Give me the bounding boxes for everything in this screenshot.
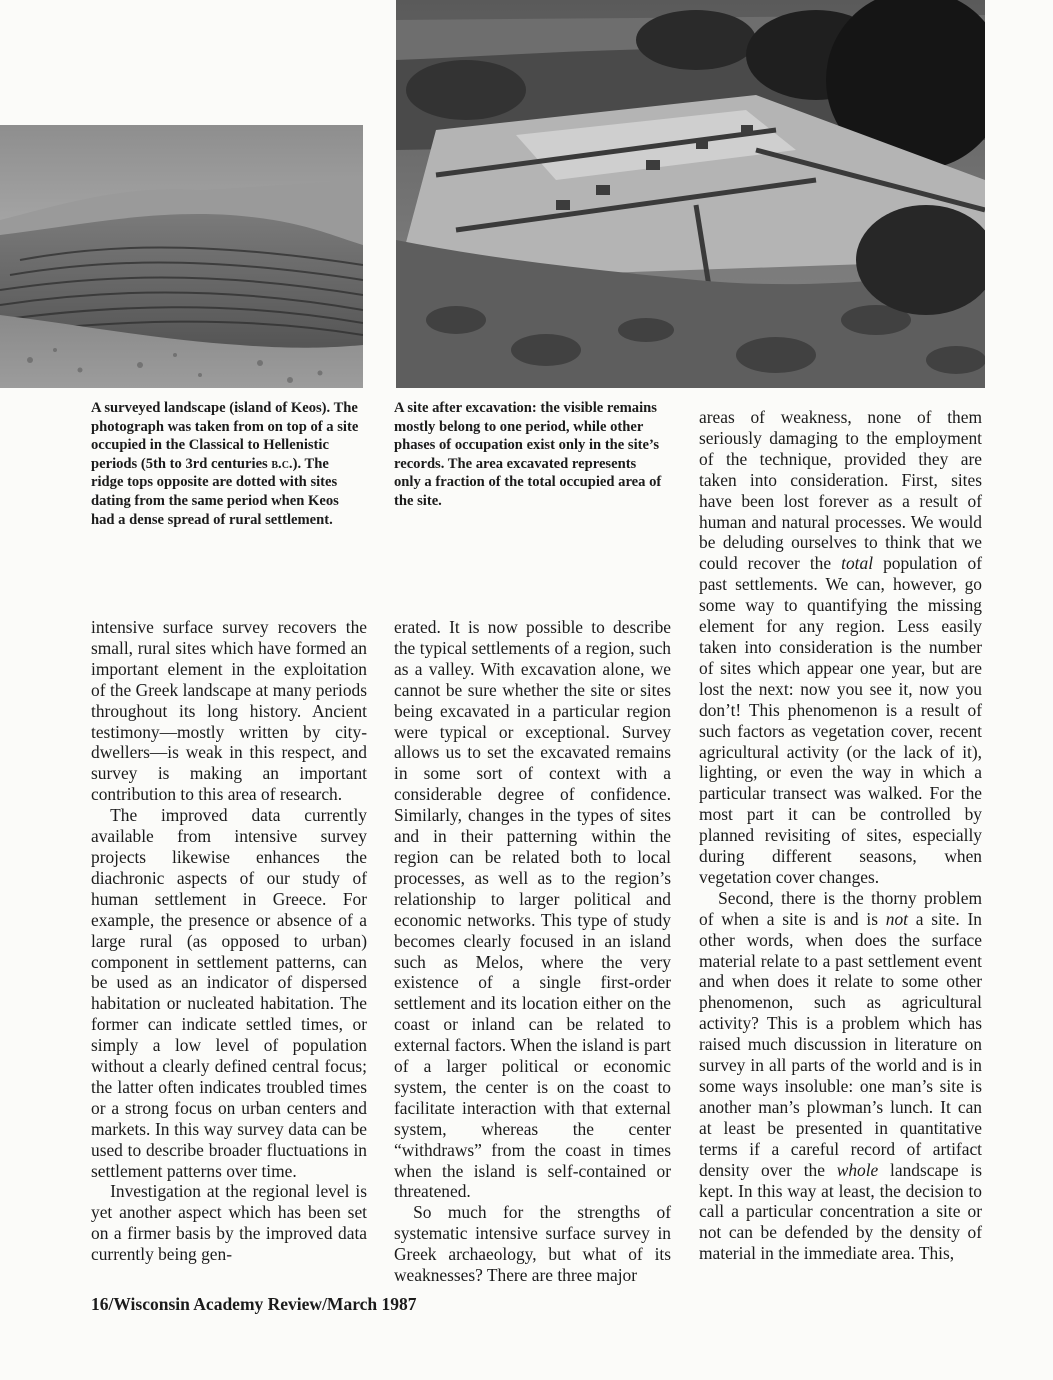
landscape-caption: A surveyed landscape (island of Keos). The photograph was taken from on top of a site occupied in the Classical to Hellenistic periods (5th to 3rd centuries b.c.). The ridge tops opposite are dotted with sites dating from the same period when Keos had a dense spread of rural settlement.	[91, 400, 359, 528]
excavation-photo-icon	[396, 0, 985, 388]
landscape-photo-icon	[0, 125, 363, 388]
era-abbreviation: b.c.	[271, 455, 293, 472]
paragraph: So much for the strengths of systematic intensive surface survey in Greek archaeology, but what of its weaknesses? There are three major	[394, 1202, 671, 1286]
landscape-photo	[0, 125, 363, 388]
excavation-caption: A site after excavation: the visible remains mostly belong to one period, while other phases of occupation exist only in the site’s records. The area excavated represents only a fraction of the total occupied area of the site.	[394, 400, 662, 509]
paragraph: areas of weakness, none of them seriously damaging to the employment of the technique, provided they are taken into consideration. First, sites have been lost forever as a result of human and natural processes. We would be deluding ourselves to think that we could recover the total population of past settlements. We can, however, go some way to quantifying the missing element for any region. Less easily taken into consideration is the number of sites which appear one year, but are lost the next: now you see it, now you don’t! This phenomenon is a result of such factors as vegetation cover, recent agricultural activity (or the lack of it), lighting, or even the way in which a particular transect was walked. For the most part it can be controlled by planned revisiting of sites, especially during different seasons, when vegetation cover changes.	[699, 407, 982, 887]
paragraph: Second, there is the thorny problem of when a site is and is not a site. In other words, when does the surface material relate to a past settlement event and when does it relate to some other phenomenon, such as agricultural activity? This is a problem which has raised much discussion in literature on survey in all parts of the world and is in some ways insoluble: one man’s site is another man’s plowman’s lunch. It can at least be presented in quantitative terms if a careful record of artifact density over the whole landscape is kept. In this way at least, the decision to call a particular concentration a site or not can be defended by the density of material in the immediate area. This,	[699, 887, 983, 1264]
text-column-1	[91, 617, 367, 1265]
paragraph: The improved data currently available from intensive survey projects likewise enhances the diachronic aspects of our study of human settlement in Greece. For example, the presence or absence of a large rural (as opposed to urban) component in settlement patterns, can be used as an indicator of dispersed habitation or nucleated habitation. The former can indicate settled times, or simply a low level of population without a clearly defined central focus; the latter often indicates troubled times or a strong focus on urban centers and markets. In this way survey data can be used to describe broader fluctuations in settlement patterns over time.	[91, 805, 367, 1181]
paragraph: erated. It is now possible to describe the typical settlements of a region, such as a valley. With excavation alone, we cannot be sure whether the site or sites being excavated in a particular region were typical or exceptional. Survey allows us to set the excavated remains in some sort of context with a considerable degree of confidence. Similarly, changes in the types of sites and in their patterning within the region can be related both to local processes, as well as to the region’s relationship to larger political and economic networks. This type of study becomes clearly focused in an island such as Melos, where the very existence of a single first-order settlement and its location either on the coast or inland can be related to external factors. When the island is part of a larger political or economic system, the center is on the coast to facilitate interaction with that external system, whereas the center “withdraws” from the coast in times when the island is self-contained or threatened.	[394, 617, 671, 1202]
page-footer: 16/Wisconsin Academy Review/March 1987	[91, 1294, 417, 1314]
paragraph: intensive surface survey recovers the small, rural sites which have formed an important element in the exploitation of the Greek landscape at many periods throughout its long history. Ancient testimony—mostly written by city-dwellers—is weak in this respect, and survey is making an important contribution to this area of research.	[91, 617, 367, 805]
text-column-3	[699, 407, 982, 1264]
paragraph: Investigation at the regional level is yet another aspect which has been set on a firmer basis by the improved data currently being gen-	[91, 1181, 367, 1265]
text-column-2	[394, 617, 671, 1286]
excavation-photo	[396, 0, 985, 388]
